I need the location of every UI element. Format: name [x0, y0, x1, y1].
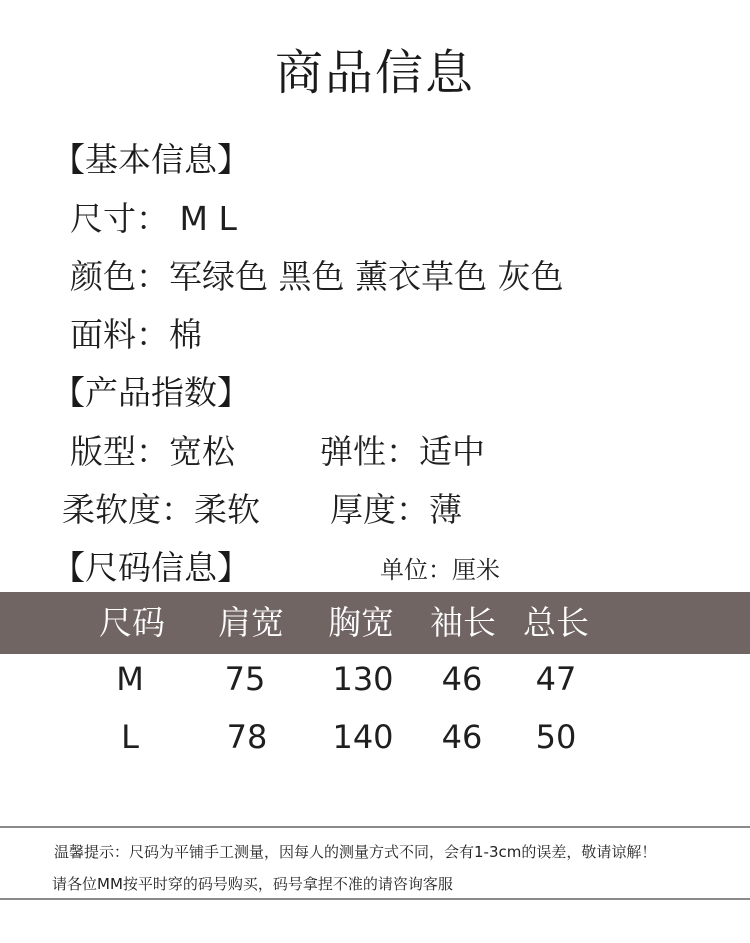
fit-line: 版型：宽松: [70, 432, 235, 471]
table-cell: 47: [535, 660, 577, 698]
divider-top: [0, 826, 750, 828]
table-cell: 130: [332, 660, 394, 698]
table-cell: L: [121, 718, 139, 756]
thickness-line: 厚度：薄: [330, 490, 462, 529]
table-cell: 46: [441, 718, 483, 756]
size-line: 尺寸： M L: [70, 199, 237, 238]
tip-line-1: 温馨提示：尺码为平铺手工测量，因每人的测量方式不同，会有1-3cm的误差，敬请谅解！: [54, 843, 657, 861]
divider-bottom: [0, 898, 750, 900]
material-line: 面料：棉: [70, 315, 202, 354]
basic-info-heading: 【基本信息】: [52, 140, 250, 179]
table-cell: 46: [441, 660, 483, 698]
table-cell: 78: [226, 718, 268, 756]
tip-line-2: 请各位MM按平时穿的码号购买，码号拿捏不准的请咨询客服: [52, 875, 453, 893]
table-cell: 140: [332, 718, 394, 756]
unit-label: 单位：厘米: [380, 556, 500, 584]
elasticity-line: 弹性：适中: [320, 432, 485, 471]
size-info-heading: 【尺码信息】: [52, 548, 250, 587]
header-length: 总长: [523, 603, 589, 642]
table-cell: M: [116, 660, 144, 698]
table-cell: 75: [224, 660, 266, 698]
product-index-heading: 【产品指数】: [52, 373, 250, 412]
header-chest: 胸宽: [328, 603, 394, 642]
softness-line: 柔软度：柔软: [62, 490, 260, 529]
header-shoulder: 肩宽: [218, 603, 284, 642]
table-cell: 50: [535, 718, 577, 756]
header-size: 尺码: [99, 603, 165, 642]
colors-line: 颜色：军绿色 黑色 薰衣草色 灰色: [70, 257, 564, 296]
header-sleeve: 袖长: [430, 603, 496, 642]
page-title: 商品信息: [274, 45, 475, 101]
size-table-header: [0, 592, 750, 654]
